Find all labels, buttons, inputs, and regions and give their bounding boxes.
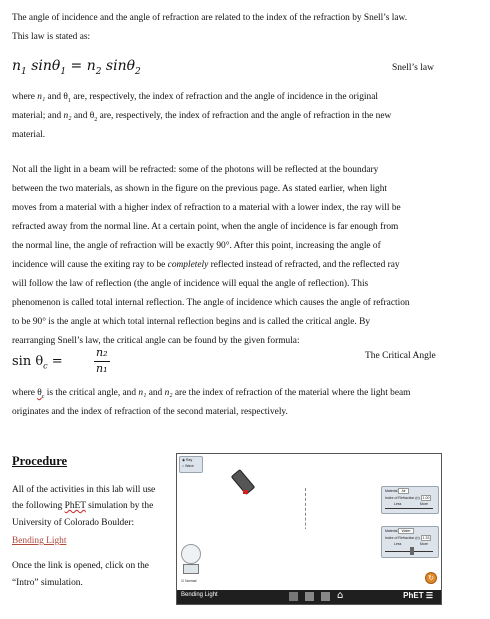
- para2-line-10: rearranging Snell’s law, the critical angle can be found by the given formula:: [12, 336, 300, 346]
- bending-light-link[interactable]: Bending Light: [12, 536, 67, 546]
- where-line-2: material; and n₂ and $\theta_2$ are, respectively, the index of refraction and the angle of refraction in the new: [12, 111, 392, 123]
- prisms-screen-icon[interactable]: [305, 592, 314, 601]
- snell-equation: $n_1$ $\sin\theta_1 = n_2$ sinθ$_2$: [12, 58, 141, 77]
- simulation-screenshot: [176, 453, 442, 605]
- sim-footer: [177, 590, 441, 604]
- reset-icon[interactable]: ↻: [425, 572, 437, 584]
- procedure-line-3: University of Colorado Boulder:: [12, 518, 135, 528]
- ray-wave-selector[interactable]: ◉ Ray ○ Wave: [179, 456, 203, 473]
- sim-title: Bending Light: [181, 592, 218, 598]
- where2-line-1: where $\theta_c$ is the critical angle, and n₁ and n₂ are the index of refraction of the material where the light beam: [12, 388, 411, 400]
- intro-line-1: The angle of incidence and the angle of refraction are related to the index of the refraction by Snell’s law.: [12, 13, 408, 23]
- snell-law-label: Snell’s law: [392, 63, 434, 73]
- para2-line-4: refracted away from the normal line. At a certain point, when the angle of incidence is far enough from: [12, 222, 399, 232]
- phet-brand[interactable]: PhET ☰: [403, 591, 433, 600]
- para2-line-2: between the two materials, as shown in the figure on the previous page. As stated earlier, when light: [12, 184, 388, 194]
- where-line-3: material.: [12, 130, 46, 140]
- top-material-panel[interactable]: Material Air Index of Refraction (n) 1.00 Less More: [381, 486, 439, 514]
- para2-line-7: will follow the law of reflection (the angle of incidence will equal the angle of reflection). This: [12, 279, 369, 289]
- normal-checkbox[interactable]: ☑ Normal: [181, 579, 197, 583]
- critical-angle-label: The Critical Angle: [365, 351, 436, 361]
- para2-line-5: the normal line, the angle of refraction will be exactly 90°. After this point, increasing the angle of: [12, 241, 381, 251]
- protractor-icon[interactable]: [181, 544, 201, 564]
- where2-line-2: originates and the index of refraction of the second material, respectively.: [12, 407, 288, 417]
- intro-line-2: This law is stated as:: [12, 32, 91, 42]
- procedure-line-2: the following PhET simulation by the: [12, 501, 154, 511]
- procedure-line-5: “Intro” simulation.: [12, 578, 83, 588]
- para2-line-1: Not all the light in a beam will be refracted: some of the photons will be reflected at the boundary: [12, 165, 379, 175]
- intro-screen-icon[interactable]: [289, 592, 298, 601]
- procedure-line-1: All of the activities in this lab will use: [12, 485, 156, 495]
- para2-line-3: moves from a material with a higher index of refraction to a material with a lower index, the ray will be: [12, 203, 401, 213]
- procedure-line-4: Once the link is opened, click on the: [12, 561, 149, 571]
- bottom-material-panel[interactable]: Material Water Index of Refraction (n) 1.33 Less More: [381, 526, 439, 558]
- intensity-meter-icon[interactable]: [183, 564, 199, 574]
- para2-line-9: to be 90° is the angle at which total internal reflection begins and is called the critical angle. By: [12, 317, 371, 327]
- critical-angle-equation: $\sin \theta_c$ = n₂ n₁: [12, 346, 132, 378]
- home-icon[interactable]: ⌂: [337, 590, 344, 601]
- procedure-heading: Procedure: [12, 454, 68, 468]
- para2-line-6: incidence will cause the exiting ray to be completely reflected instead of refracted, and the reflected ray: [12, 260, 400, 270]
- para2-line-8: phenomenon is called total internal reflection. The angle of incidence which causes the angle of refraction: [12, 298, 410, 308]
- where-line-1: where n₁ and $\theta_1$ are, respectively, the index of refraction and the angle of incidence in the original: [12, 92, 378, 104]
- more-tools-screen-icon[interactable]: [321, 592, 330, 601]
